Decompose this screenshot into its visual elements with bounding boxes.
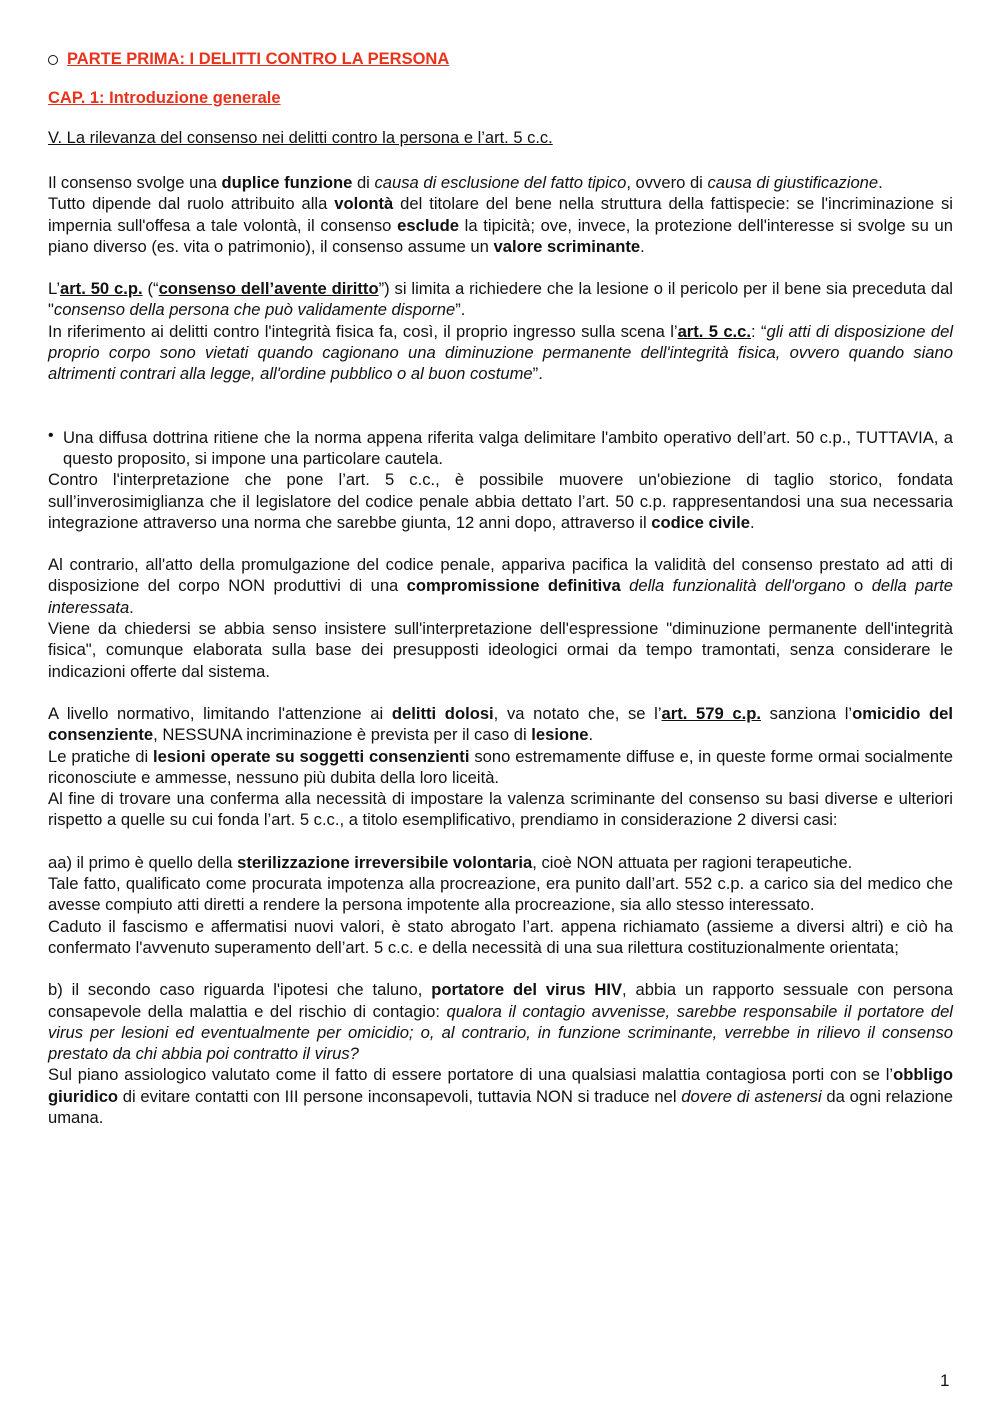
bullet-marker: • <box>48 426 54 444</box>
chapter-title: CAP. 1: Introduzione generale <box>48 89 281 107</box>
paragraph-9: Le pratiche di lesioni operate su soggetti consenzienti sono estremamente diffuse e, in queste forme ormai socialmente riconosciute e ammesse, nessuno più dubita della loro liceità. <box>48 746 953 787</box>
page-number: 1 <box>940 1371 950 1390</box>
part-heading <box>48 48 953 70</box>
art-5-reference: art. 5 c.c. <box>677 321 752 341</box>
part-title: PARTE PRIMA: I DELITTI CONTRO LA PERSONA <box>67 49 450 68</box>
paragraph-1: Il consenso svolge una duplice funzione di causa di esclusione del fatto tipico, ovvero di causa di giustificazione. <box>48 173 883 192</box>
paragraph-6: Al contrario, all'atto della promulgazione del codice penale, appariva pacifica la validità del consenso prestato ad atti di disposizione del corpo NON produttivi di una compromissione definitiva della funzionalità dell'organo o della parte interessata. <box>48 555 953 617</box>
paragraph-14: b) il secondo caso riguarda l'ipotesi che taluno, portatore del virus HIV, abbia un rapporto sessuale con persona consapevole della malattia e del rischio di contagio: qualora il contagio avvenisse, sarebbe responsabile il portatore del virus per lesioni ed eventualmente per omicidio; o, al contrario, in funzione scriminante, verrebbe in rilievo il consenso prestato da chi abbia poi contratto il virus? <box>48 980 954 1064</box>
art-579-reference: art. 579 c.p. <box>661 703 761 723</box>
paragraph-2: Tutto dipende dal ruolo attribuito alla volontà del titolare del bene nella struttura della fattispecie: se l'incriminazione si impernia sull'offesa a tale volontà, il consenso esclude la tipicità; ove, invece, la protezione dell'interesse si svolge su un piano diverso (es. vita o patrimonio), il consenso assume un valore scriminante. <box>48 194 954 256</box>
bullet-text: Una diffusa dottrina ritiene che la norma appena riferita valga delimitare l'ambito operativo dell’art. 50 c.p., TUTTAVIA, a questo proposito, si impone una particolare cautela. <box>63 427 953 468</box>
paragraph-3: L’art. 50 c.p. (“consenso dell’avente diritto”) si limita a richiedere che la lesione o il pericolo per il bene sia preceduta dal "consenso della persona che può validamente disporne”. <box>48 279 953 320</box>
circle-outline-icon <box>48 55 58 65</box>
paragraph-8: A livello normativo, limitando l'attenzione ai delitti dolosi, va notato che, se l’art. 579 c.p. sanziona l’omicidio del consenziente, NESSUNA incriminazione è prevista per il caso di lesione. <box>48 703 953 745</box>
art-50-reference: art. 50 c.p. <box>60 279 143 299</box>
bullet-item <box>48 427 953 470</box>
paragraph-13: Caduto il fascismo e affermatisi nuovi valori, è stato abrogato l’art. appena richiamato (assieme a diversi altri) e ciò ha confermato l'avvenuto superamento dell’art. 5 c.c. e della necessità di una sua rilettura costituzionalmente orientata; <box>48 916 953 957</box>
paragraph-15: Sul piano assiologico valutato come il fatto di essere portatore di una qualsiasi malattia contagiosa porti con se l’obbligo giuridico di evitare contatti con III persone inconsapevoli, tuttavia NON si traduce nel dovere di astenersi da ogni relazione umana. <box>48 1065 954 1127</box>
paragraph-5: Contro l'interpretazione che pone l’art. 5 c.c., è possibile muovere un'obiezione di taglio storico, fondata sull’inverosimiglianza che il legislatore del codice penale abbia dettato l’art. 50 c.p. rappresentandosi una sua necessaria integrazione attraverso una norma che sarebbe giunta, 12 anni dopo, attraverso il codice civile. <box>48 470 953 532</box>
paragraph-10: Al fine di trovare una conferma alla necessità di impostare la valenza scriminante del consenso su basi diverse e ulteriori rispetto a quelle su cui fonda l’art. 5 c.c., a titolo esemplificativo, prendiamo in considerazione 2 diversi casi: <box>48 789 953 830</box>
paragraph-7: Viene da chiedersi se abbia senso insistere sull'interpretazione dell'espressione "diminuzione permanente dell'integrità fisica", comunque elaborata sulla base dei presupposti ideologici ormai da tempo tramontati, senza considerare le indicazioni offerte dal sistema. <box>48 619 953 681</box>
paragraph-4: In riferimento ai delitti contro l'integrità fisica fa, così, il proprio ingresso sulla scena l’art. 5 c.c.: “gli atti di disposizione del proprio corpo sono vietati quando cagionano una diminuzione permanente dell'integrità fisica, ovvero quando siano altrimenti contrari alla legge, all'ordine pubblico o al buon costume”. <box>48 321 954 384</box>
paragraph-12: Tale fatto, qualificato come procurata impotenza alla procreazione, era punito dall’art. 552 c.p. a carico sia del medico che avesse compiuto atti diretti a rendere la persona impotente alla procreazione, sia allo stesso interessato. <box>48 874 953 915</box>
document-page <box>48 48 953 1128</box>
paragraph-11: aa) il primo è quello della sterilizzazione irreversibile volontaria, cioè NON attuata per ragioni terapeutiche. <box>48 852 853 872</box>
section-title: V. La rilevanza del consenso nei delitti contro la persona e l’art. 5 c.c. <box>48 129 553 147</box>
